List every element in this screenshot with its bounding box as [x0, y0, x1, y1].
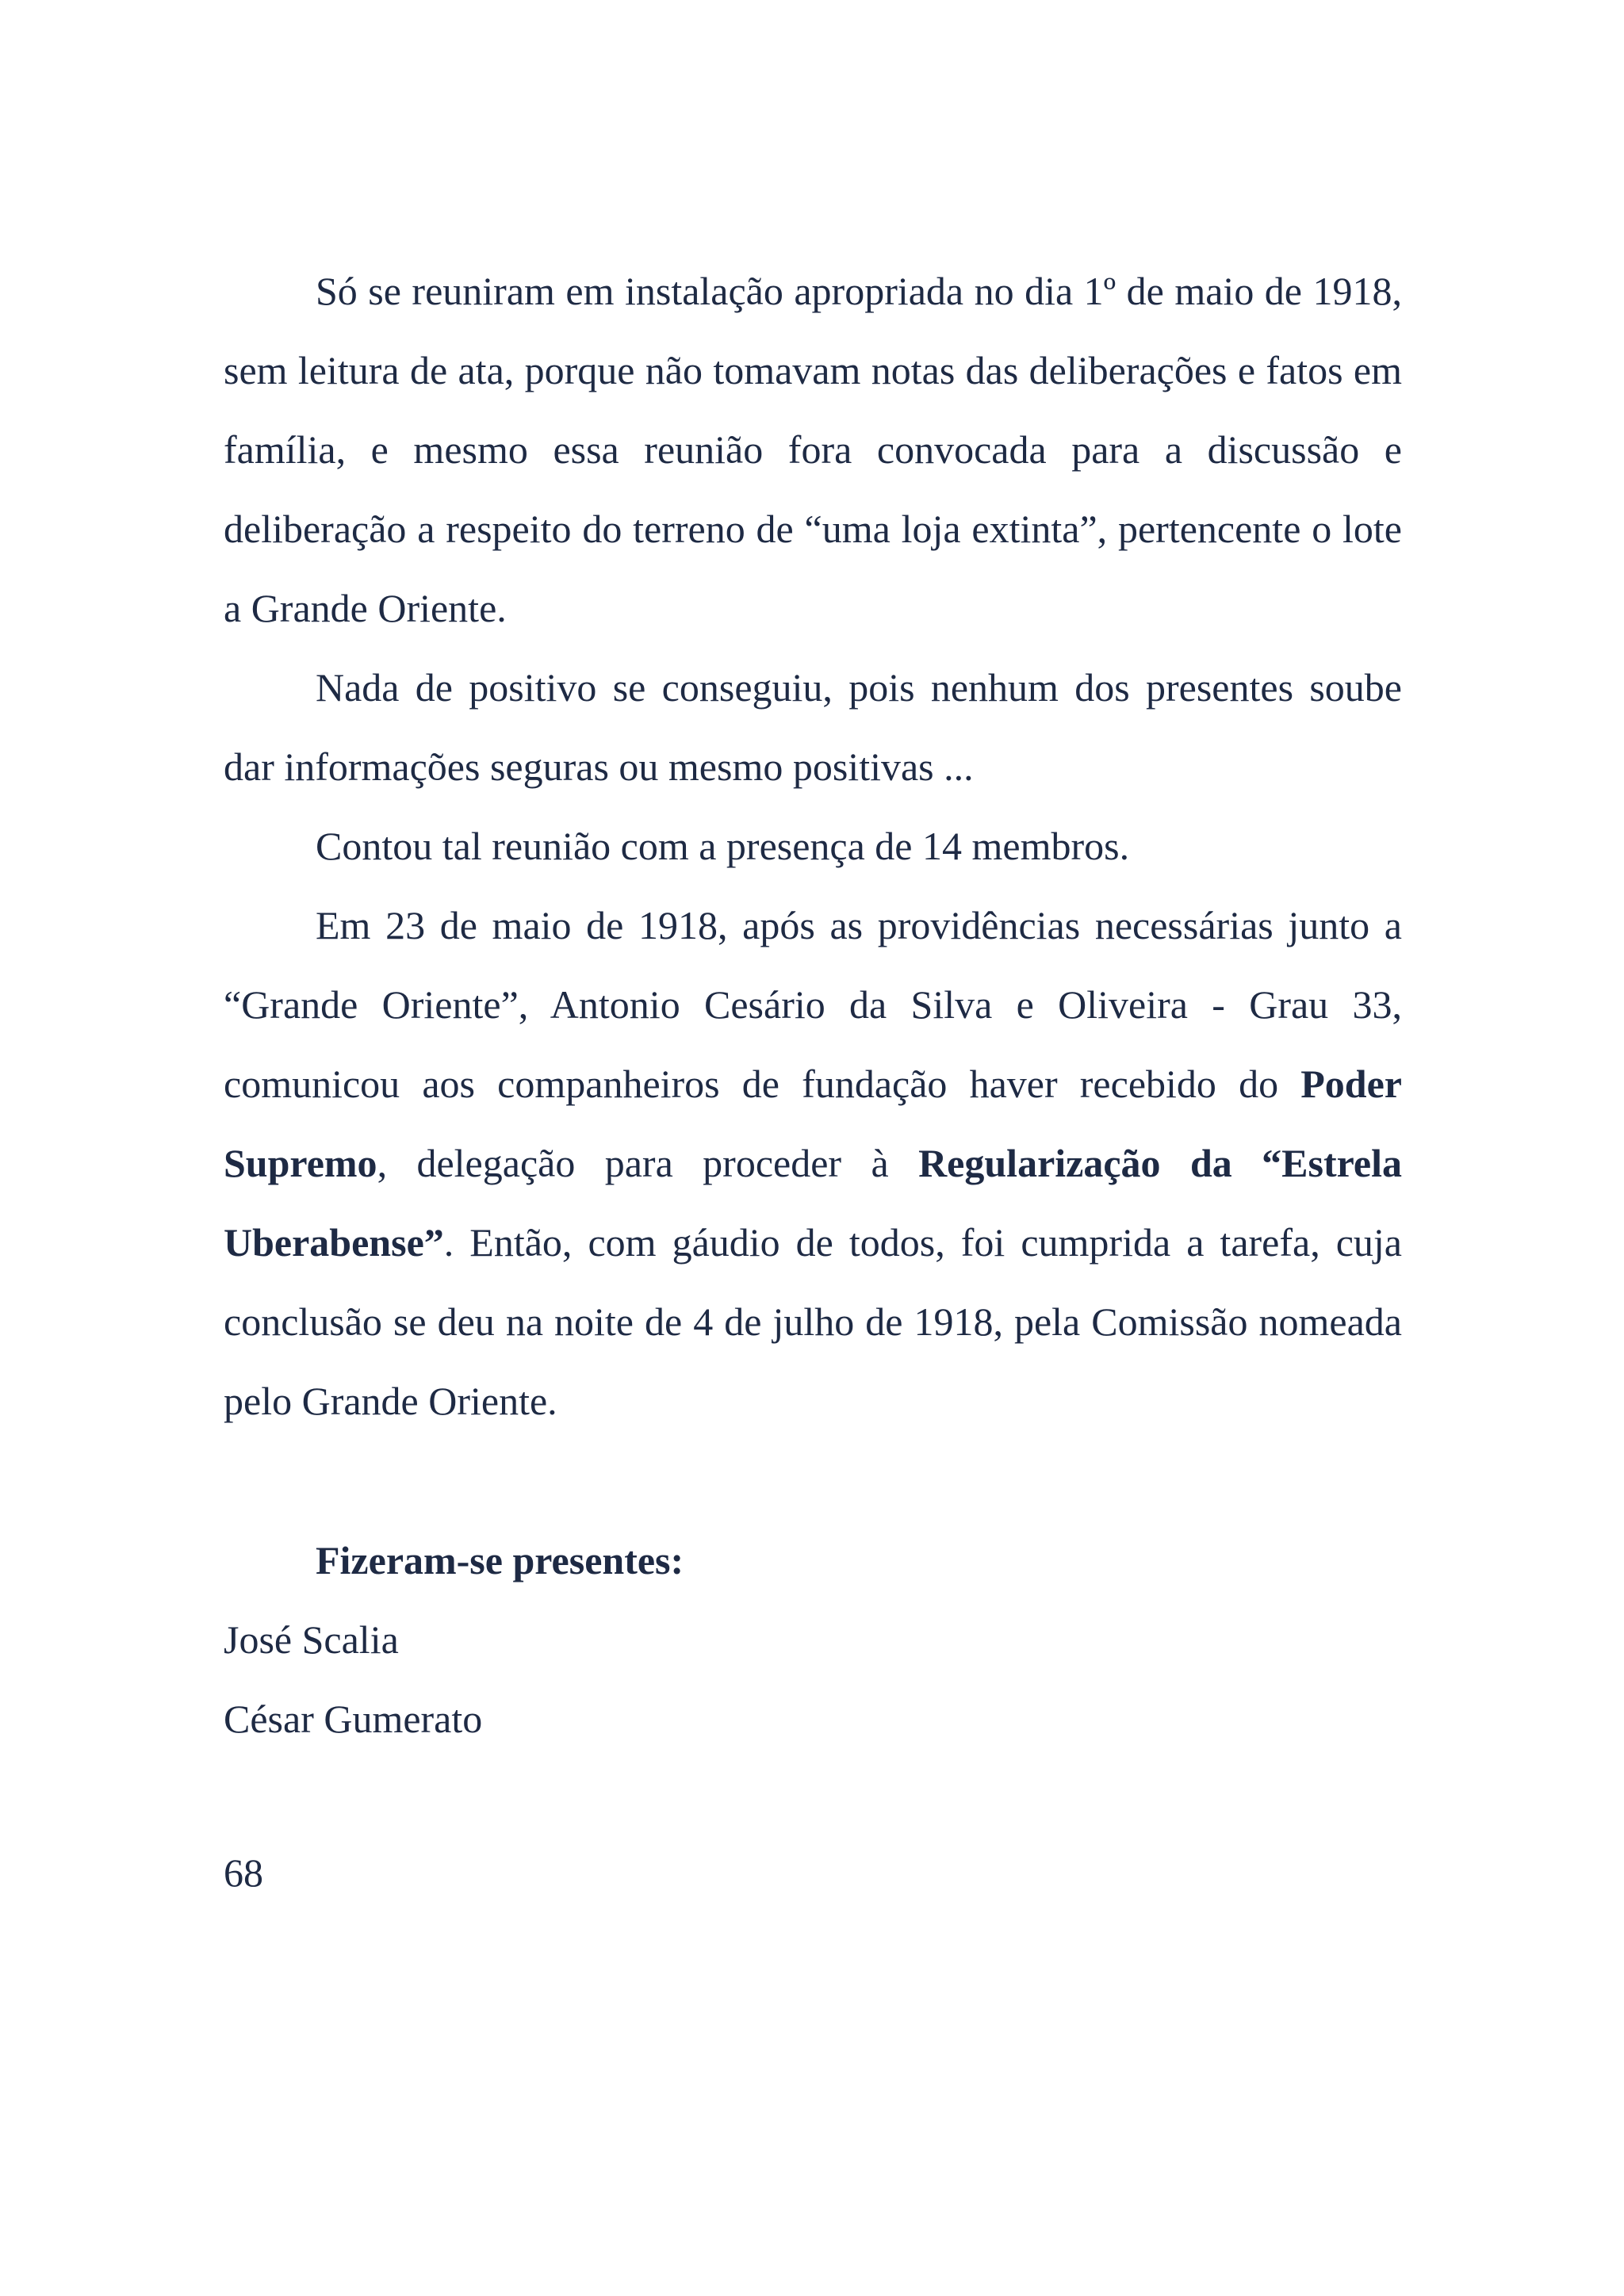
paragraph-4 — [224, 886, 1402, 1441]
page-number: 68 — [224, 1850, 263, 1895]
attendee-name: César Gumerato — [224, 1697, 483, 1741]
attendees-list — [224, 1600, 482, 1758]
attendee-name: José Scalia — [224, 1617, 399, 1662]
paragraph-4-text-a: Em 23 de maio de 1918, após as providências necessárias junto a “Grande Oriente”, Antonio Cesário da Silva e Oliveira - Grau 33, comunicou aos companheiros de fundação haver recebido do — [224, 903, 1402, 1106]
paragraph-3: Contou tal reunião com a presença de 14 membros. — [316, 824, 1130, 868]
attendees-title: Fizeram-se presentes: — [316, 1538, 684, 1582]
body-text — [224, 251, 1402, 1441]
paragraph-4-bold-regularizacao: Regularização da “Estrela Uberabense” — [224, 1141, 1403, 1265]
paragraph-4-text-e: . Então, com gáudio de todos, foi cumprida a tarefa, cuja conclusão se deu na noite de 4 de julho de 1918, pela Comissão nomeada pelo Grande Oriente. — [224, 1220, 1402, 1423]
paragraph-4-text-c: , delegação para proceder à — [377, 1141, 919, 1185]
paragraph-4-bold-poder-supremo: Poder Supremo — [224, 1062, 1402, 1185]
paragraph-1: Só se reuniram em instalação apropriada no dia 1º de maio de 1918, sem leitura de ata, porque não tomavam notas das deliberações e fatos em família, e mesmo essa reunião fora convocada para a discussão e deliberação a respeito do terreno de “uma loja extinta”, pertencente o lote a Grande Oriente. — [224, 269, 1402, 630]
paragraph-2: Nada de positivo se conseguiu, pois nenhum dos presentes soube dar informações seguras ou mesmo positivas ... — [224, 665, 1402, 789]
